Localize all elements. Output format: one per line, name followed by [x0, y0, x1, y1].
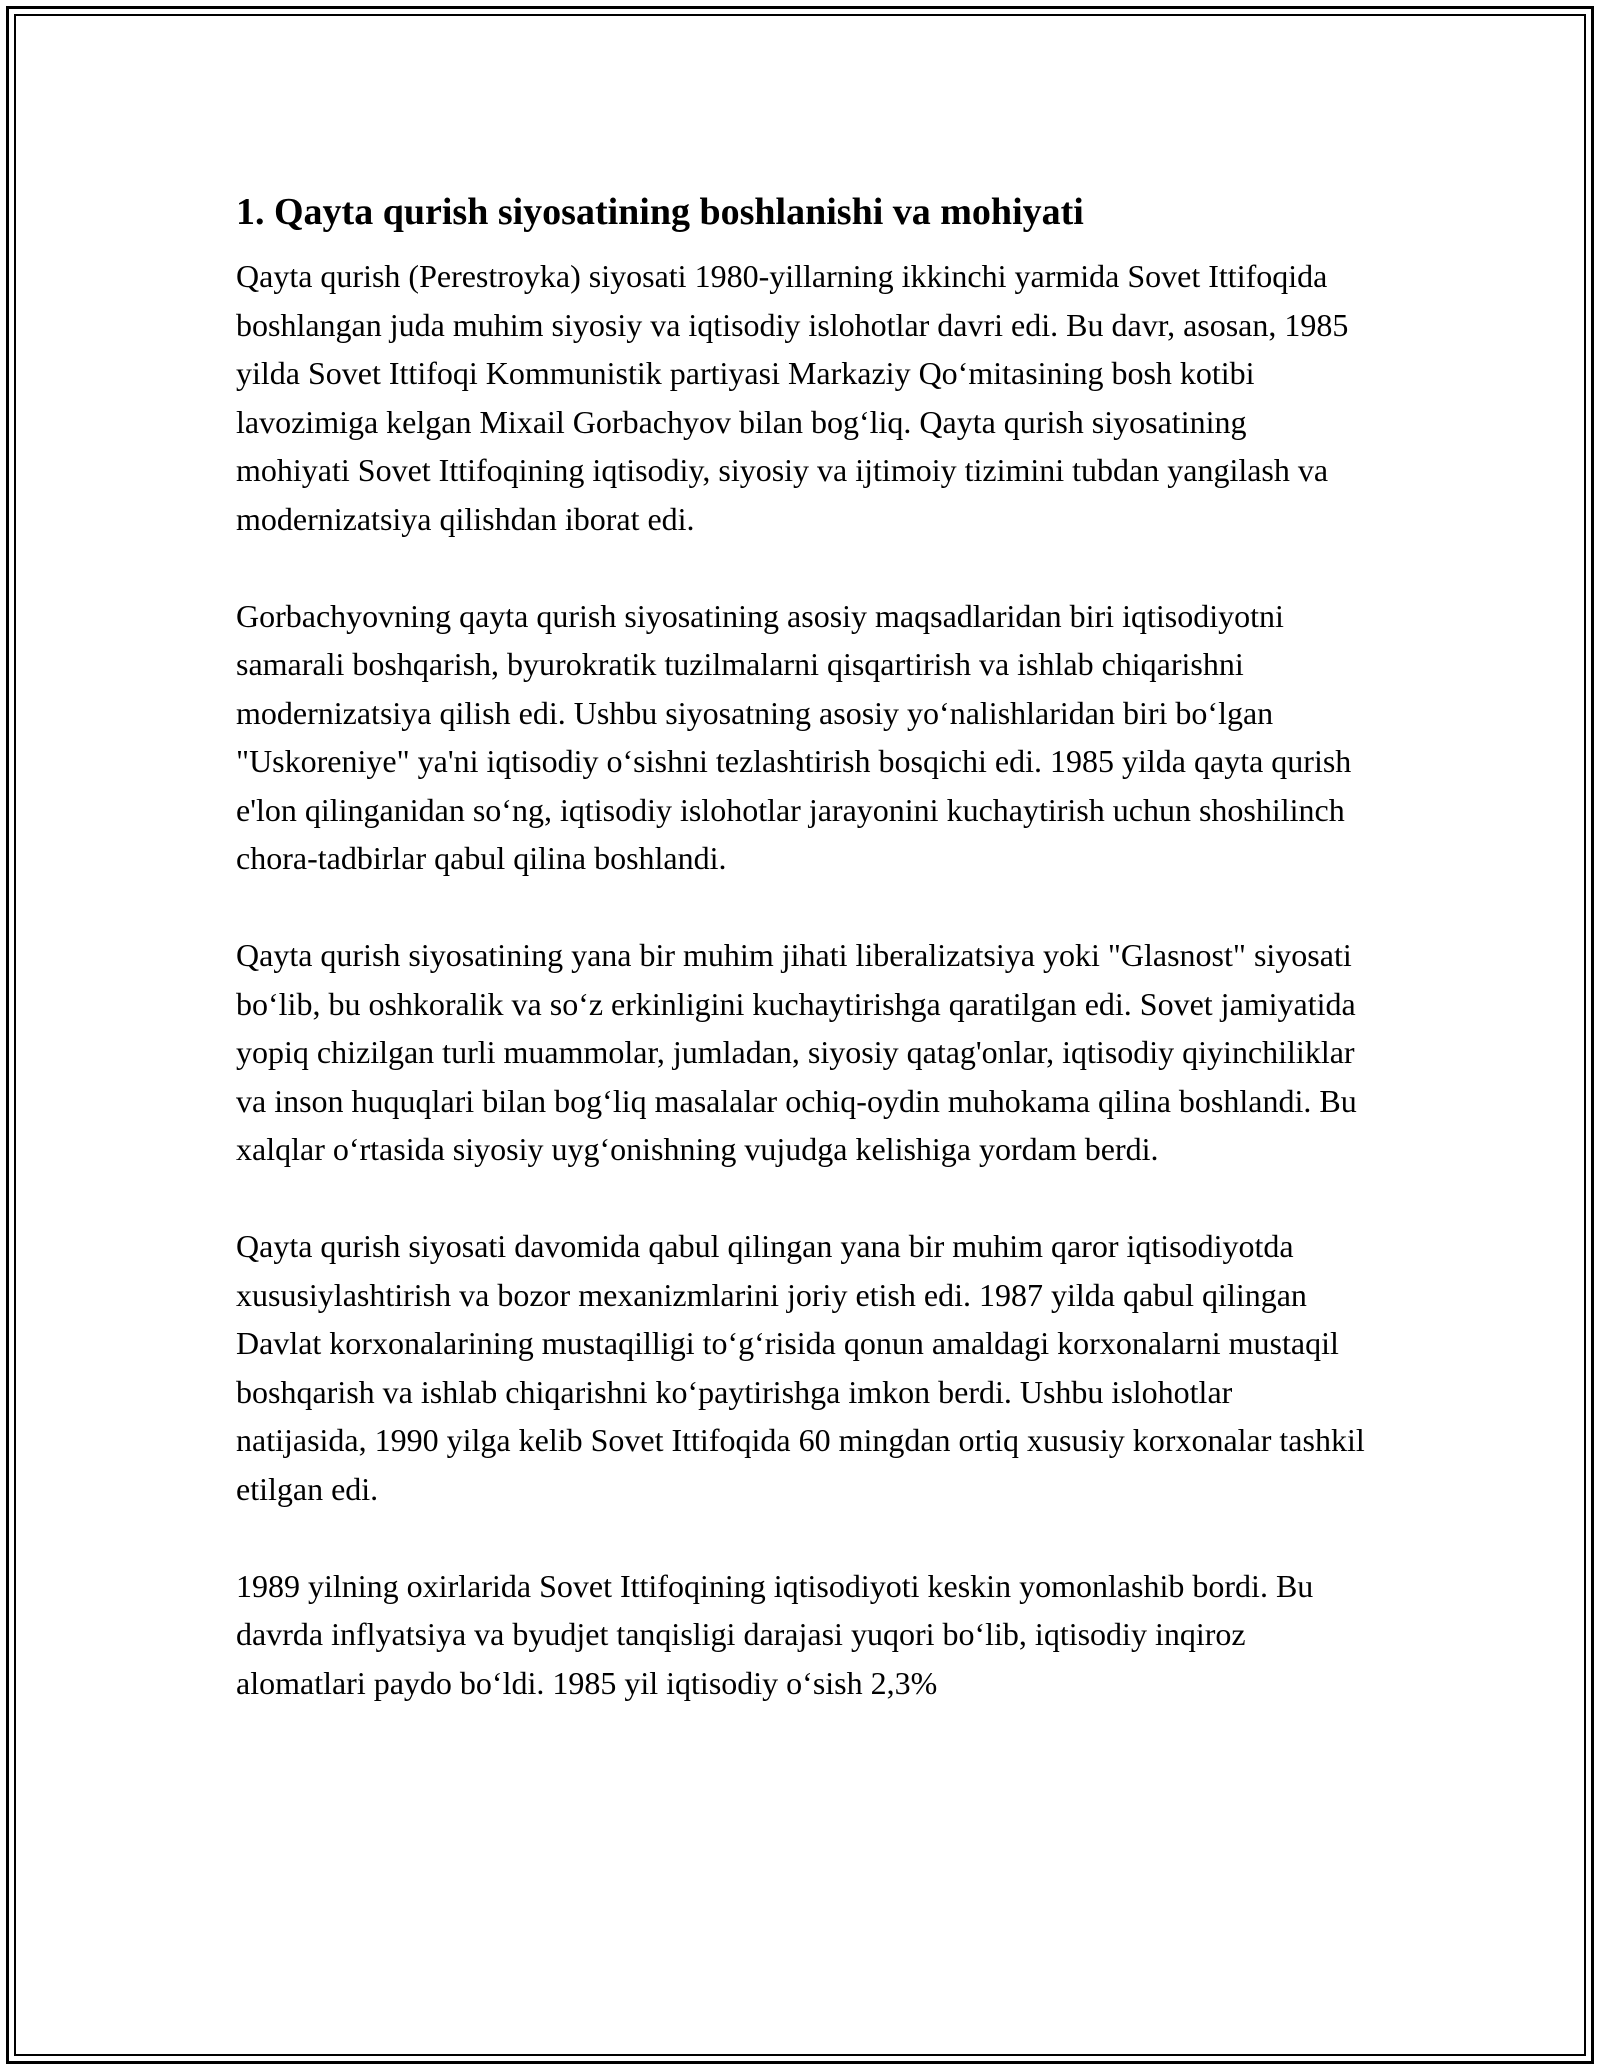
- document-body: [236, 188, 1366, 1756]
- paragraph-4: Qayta qurish siyosati davomida qabul qilingan yana bir muhim qaror iqtisodiyotda xususiylashtirish va bozor mexanizmlarini joriy etish edi. 1987 yilda qabul qilingan Davlat korxonalarining mustaqilligi toʻgʻrisida qonun amaldagi korxonalarni mustaqil boshqarish va ishlab chiqarishni koʻpaytirishga imkon berdi. Ushbu islohotlar natijasida, 1990 yilga kelib Sovet Ittifoqida 60 mingdan ortiq xususiy korxonalar tashkil etilgan edi.: [236, 1228, 1365, 1507]
- paragraph-1: Qayta qurish (Perestroyka) siyosati 1980-yillarning ikkinchi yarmida Sovet Ittifoqida boshlangan juda muhim siyosiy va iqtisodiy islohotlar davri edi. Bu davr, asosan, 1985 yilda Sovet Ittifoqi Kommunistik partiyasi Markaziy Qoʻmitasining bosh kotibi lavozimiga kelgan Mixail Gorbachyov bilan bogʻliq. Qayta qurish siyosatining mohiyati Sovet Ittifoqining iqtisodiy, siyosiy va ijtimoiy tizimini tubdan yangilash va modernizatsiya qilishdan iborat edi.: [236, 258, 1349, 537]
- paragraph-5: 1989 yilning oxirlarida Sovet Ittifoqining iqtisodiyoti keskin yomonlashib bordi. Bu davrda inflyatsiya va byudjet tanqisligi darajasi yuqori boʻlib, iqtisodiy inqiroz alomatlari paydo boʻldi. 1985 yil iqtisodiy oʻsish 2,3%: [236, 1567, 1314, 1701]
- section-heading: 1. Qayta qurish siyosatining boshlanishi va mohiyati: [236, 191, 1084, 233]
- paragraph-3: Qayta qurish siyosatining yana bir muhim jihati liberalizatsiya yoki "Glasnost" siyosati boʻlib, bu oshkoralik va soʻz erkinligini kuchaytirishga qaratilgan edi. Sovet jamiyatida yopiq chizilgan turli muammolar, jumladan, siyosiy qatag'onlar, iqtisodiy qiyinchiliklar va inson huquqlari bilan bogʻliq masalalar ochiq-oydin muhokama qilina boshlandi. Bu xalqlar oʻrtasida siyosiy uygʻonishning vujudga kelishiga yordam berdi.: [236, 937, 1357, 1167]
- paragraph-2: Gorbachyovning qayta qurish siyosatining asosiy maqsadlaridan biri iqtisodiyotni samarali boshqarish, byurokratik tuzilmalarni qisqartirish va ishlab chiqarishni modernizatsiya qilish edi. Ushbu siyosatning asosiy yoʻnalishlaridan biri boʻlgan "Uskoreniye" ya'ni iqtisodiy oʻsishni tezlashtirish bosqichi edi. 1985 yilda qayta qurish e'lon qilinganidan soʻng, iqtisodiy islohotlar jarayonini kuchaytirish uchun shoshilinch chora-tadbirlar qabul qilina boshlandi.: [236, 597, 1352, 876]
